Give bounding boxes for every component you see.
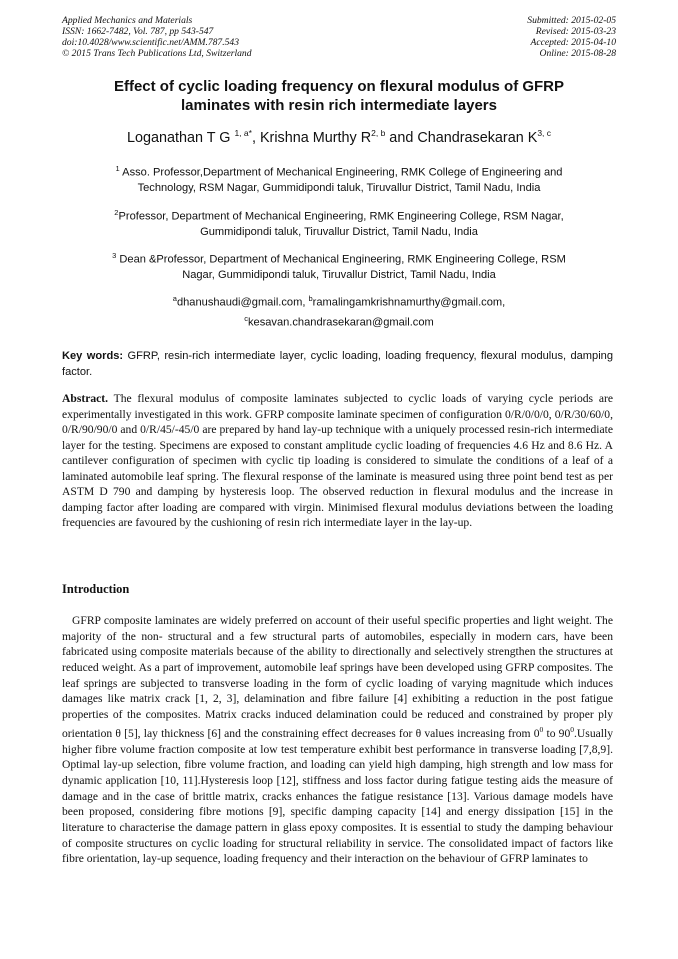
affiliation-line: $^1$ Asso. Professor,Department of Mechanical Engineering, RMK College of Engineering and — [115, 164, 563, 179]
journal-name: Applied Mechanics and Materials — [62, 15, 193, 26]
introduction-paragraph: GFRP composite laminates are widely preferred on account of their useful specific properties and light weight. The majority of the non- structural and a few structural parts of automobiles, especially in modern cars, have been fabricated using composite materials because of the ability to directionally and selectively strengthen the structures at reduced weight. As a part of improvement, automobile leaf springs have been developed using GFRP composites. The leaf springs are subjected to transverse loading in the form of cyclic loading of varying magnitude which induces damages like matrix crack [1, 2, 3], delamination and fibre failure [4] exhibiting a reduction in the post fatigue properties of the composites. Matrix cracks induced delamination could be reduced and constrained by proper ply orientation θ [5], lay thickness [6] and the constraining effect decreases for θ values increasing from $0^0$ to $90^0.Usually$ higher fibre volume fraction composite at low test temperature exhibit best performance in transverse loading [7,8,9]. Optimal lay-up selection, fibre volume fraction, and loading can yield high damping, high strength and low mass for dynamic application [10, 11].Hysteresis loop [12], stiffness and loss factor during fatigue testing aids the measure of damage and in the case of brittle matrix, cracks enhances the fatigue resistance [13]. Various damage models have been proposed, considering fibre motions [9], specific damping capacity [14] and energy dissipation [15] in the literature to characterise the damage pattern in glass epoxy composites. It is essential to study the damping behaviour of composite structures on cyclic loading for structural reliability in service. The consolidated impact of factors like fibre orientation, lay-up sequence, loading frequency and their interaction on the behaviour of GFRP laminates to — [62, 614, 613, 866]
keywords-text: GFRP, resin-rich intermediate layer, cyclic loading, loading frequency, flexural modulus, damping factor. — [62, 350, 614, 378]
author-2-sup: 2, b — [371, 128, 386, 138]
journal-header — [62, 15, 252, 59]
author-separator: and — [385, 129, 418, 146]
online-date: Online: 2015-08-28 — [539, 48, 616, 59]
title-line-2: laminates with resin rich intermediate layers — [181, 97, 497, 114]
author-2-name: Krishna Murthy R — [259, 129, 372, 146]
section-heading-introduction: Introduction — [62, 582, 130, 596]
accepted-date: Accepted: 2015-04-10 — [530, 37, 616, 48]
keywords — [62, 349, 613, 380]
author-3-name: Chandrasekaran K — [417, 129, 538, 146]
submitted-date: Submitted: 2015-02-05 — [527, 15, 616, 26]
affiliation-line: Nagar, Gummidipondi taluk, Tiruvallur District, Tamil Nadu, India — [182, 268, 496, 281]
author-1-name: Loganathan T G — [126, 129, 231, 146]
affiliation-number: 3 — [112, 251, 117, 260]
author-separator: , — [251, 129, 260, 146]
email-a[interactable]: dhanushaudi@gmail.com, — [176, 296, 309, 309]
affiliation-1 — [80, 161, 598, 196]
affiliation-line: Gummidipondi taluk, Tiruvallur District, Tamil Nadu, India — [200, 225, 478, 238]
title-line-1: Effect of cyclic loading frequency on flexural modulus of GFRP — [113, 78, 565, 95]
issn-line: ISSN: 1662-7482, Vol. 787, pp 543-547 — [62, 26, 214, 37]
author-1-sup: 1, a* — [234, 128, 252, 138]
affiliation-line: Technology, RSM Nagar, Gummidipondi taluk, Tiruvallur District, Tamil Nadu, India — [137, 181, 541, 194]
affiliation-number: 2 — [114, 208, 119, 217]
email-b[interactable]: ramalingamkrishnamurthy@gmail.com, — [312, 296, 506, 309]
email-marker: a — [172, 294, 177, 303]
abstract — [62, 391, 613, 531]
keywords-label: Key words: — [62, 350, 124, 362]
affiliation-2 — [80, 205, 598, 240]
affiliation-line: $^3$ Dean &Professor, Department of Mechanical Engineering, RMK Engineering College, RSM — [112, 251, 566, 266]
email-marker: b — [308, 294, 313, 303]
paper-title — [60, 77, 618, 115]
email-marker: c — [244, 313, 248, 323]
affiliation-number: 1 — [115, 164, 120, 173]
abstract-text: The flexural modulus of composite laminates subjected to cyclic loads of varying cycle periods are experimentally investigated in this work. GFRP composite laminate specimen of configuration 0/R/0/0/0, 0/R/30/60/0, 0/R/90/90/0 and 0/R/45/-45/0 are prepared by hand lay-up technique with a uniquely processed resin-rich intermediate layer for the testing. Specimens are exposed to constant amplitude cyclic loading of frequencies 4.6 Hz and 8.6 Hz. A cantilever configuration of specimen with cyclic tip loading is considered to simulate the conditions of a leaf of a laminated automobile leaf spring. The flexural response of the laminate is measured using three point bend test as per ASTM D 790 and damping by hysteresis loop. The observed reduction in flexural modulus and the increase in damping factor after loading are compared with virgin. Minimised flexural modulus deviations between the loading frequencies are favoured by the cushioning of resin rich intermediate layer in the lay-up. — [62, 392, 613, 530]
revised-date: Revised: 2015-03-23 — [535, 26, 616, 37]
author-list — [60, 128, 618, 146]
affiliation-3 — [80, 248, 598, 283]
superscript: 0 — [539, 725, 544, 735]
email-block — [80, 291, 598, 330]
email-line — [80, 291, 598, 311]
superscript: 0 — [570, 725, 575, 735]
email-c[interactable]: kesavan.chandrasekaran@gmail.com — [247, 316, 434, 329]
affiliation-line: $^2$Professor, Department of Mechanical Engineering, RMK Engineering College, RSM Nagar, — [114, 208, 564, 223]
copyright-line: © 2015 Trans Tech Publications Ltd, Switzerland — [62, 48, 252, 59]
abstract-label: Abstract. — [62, 392, 109, 405]
author-3-sup: 3, c — [537, 128, 552, 138]
email-line — [80, 311, 598, 331]
dates-header — [527, 15, 616, 59]
doi-line[interactable]: doi:10.4028/www.scientific.net/AMM.787.543 — [62, 37, 240, 48]
